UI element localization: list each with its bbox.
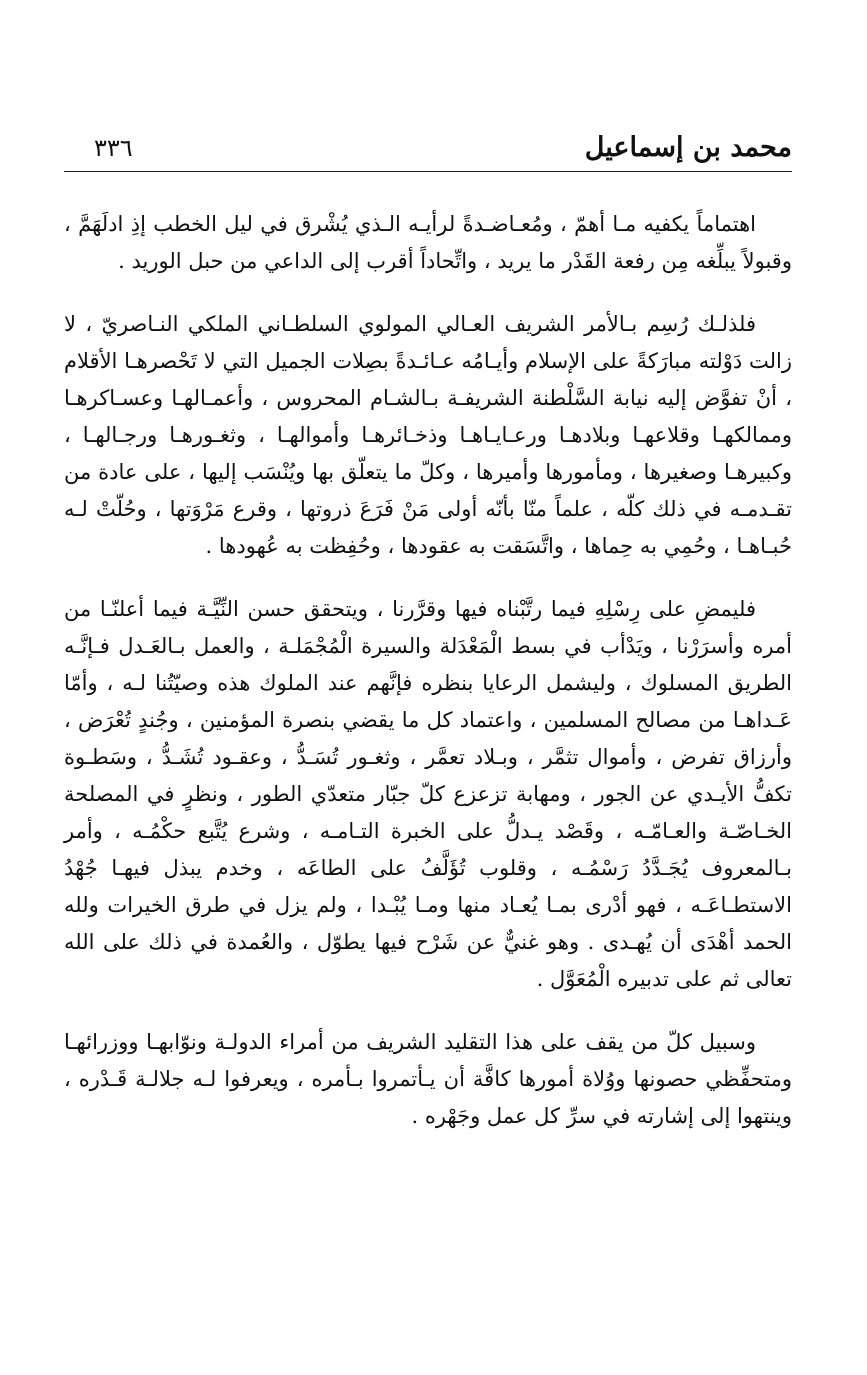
running-head: محمد بن إسماعيل bbox=[584, 132, 792, 163]
page-number: ٣٣٦ bbox=[94, 134, 133, 162]
paragraph-1: اهتماماً يكفيه مـا أهمّ ، ومُعـاضـدةً لرأيـه الـذي يُشْرق في ليل الخطب إذِ ادلَهَمَّ ، وقبولاً يبلِّغه مِن رفعة القَدْر ما يريد ، واتِّحاداً أقرب إلى الداعي من حبل الوريد . bbox=[64, 212, 792, 273]
page-header bbox=[64, 130, 792, 170]
body-text bbox=[64, 206, 792, 1161]
header-rule bbox=[64, 171, 792, 172]
paragraph-3: فليمضِ على رِسْلِهِ فيما رتَّبْناه فيها وقرَّرنا ، ويتحقق حسن النِّيَّـة فيما أعلنّـا من أمره وأسرَرْنا ، ويَدْأب في بسط الْمَعْدَلة والسيرة الْمُجْمَلـة ، والعمل بـالعَـدل فـإنَّـه الطريق المسلوك ، وليشمل الرعايا بنظره فإنَّهم عند الملوك هذه وصيّتُنا لـه ، وأمّا عَـداهـا من مصالح المسلمين ، واعتماد كل ما يقضي بنصرة المؤمنين ، وجُندٍ تُعْرَض ، وأرزاق تفرض ، وأموال تثمَّر ، وبـلاد تعمَّر ، وثغـور تُسَـدُّ ، وعقـود تُشَـدُّ ، وسَطـوة تكفُّ الأيـدي عن الجور ، ومهابة تزعزع كلّ جبّار متعدّي الطور ، ونظرٍ في المصلحة الخـاصّـة والعـامّـه ، وقَصْد يـدلُّ على الخبرة التـامـه ، وشرع يُتَّبع حكْمُـه ، وأمر بـالمعروف يُجَـدَّدُ رَسْمُـه ، وقلوب تُؤَلَّفُ على الطاعَه ، وخدم يبذل فيهـا جُهْدُ الاستطـاعَـه ، فهو أدْرى بمـا يُعـاد منها ومـا يُبْـدا ، ولم يزل في طرق الخيرات ولله الحمد أهْدَى أن يُهـدى . وهو غنيٌّ عن شَرْح فيها يطوّل ، والعُمدة في ذلك على الله تعالى ثم على تدبيره الْمُعَوَّل . bbox=[64, 597, 792, 991]
paragraph-4: وسبيل كلّ من يقف على هذا التقليد الشريف من أمراء الدولـة ونوّابهـا ووزرائهـا ومتحفِّظي حصونها ووُلاة أمورها كافَّة أن يـأتمروا بـأمره ، ويعرفوا لـه جلالـة قَـدْره ، وينتهوا إلى إشارته في سرِّ كل عمل وجَهْره . bbox=[64, 1030, 792, 1128]
paragraph-2: فلذلـك رُسِم بـالأمر الشريف العـالي المولوي السلطـاني الملكي النـاصريّ ، لا زالت دَوْلته مبارَكةً على الإسلام وأيـامُه عـائـدةً بصِلات الجميل التي لا تَحْصرهـا الأقلام ، أنْ تفوَّض إليه نيابة السَّلْطنة الشريفـة بـالشـام المحروس ، وأعمـالهـا وعسـاكرهـا وممالكهـا وقلاعهـا وبلادهـا ورعـايـاهـا وذخـائرهـا وأموالهـا ، وثغـورهـا ورجـالهـا ، وكبيرهـا وصغيرها ، ومأمورها وأميرها ، وكلّ ما يتعلّق بها ويُنْسَب إليها ، على عادة من تقـدمـه في ذلك كلّه ، علماً منّا بأنّه أولى مَنْ فَرَعَ ذروتها ، وقرع مَرْوَتها ، وحُلّتْ لـه حُبـاهـا ، وحُمِي به حِماها ، واتَّسَقت به عقودها ، وحُفِظت به عُهودها . bbox=[64, 312, 792, 558]
